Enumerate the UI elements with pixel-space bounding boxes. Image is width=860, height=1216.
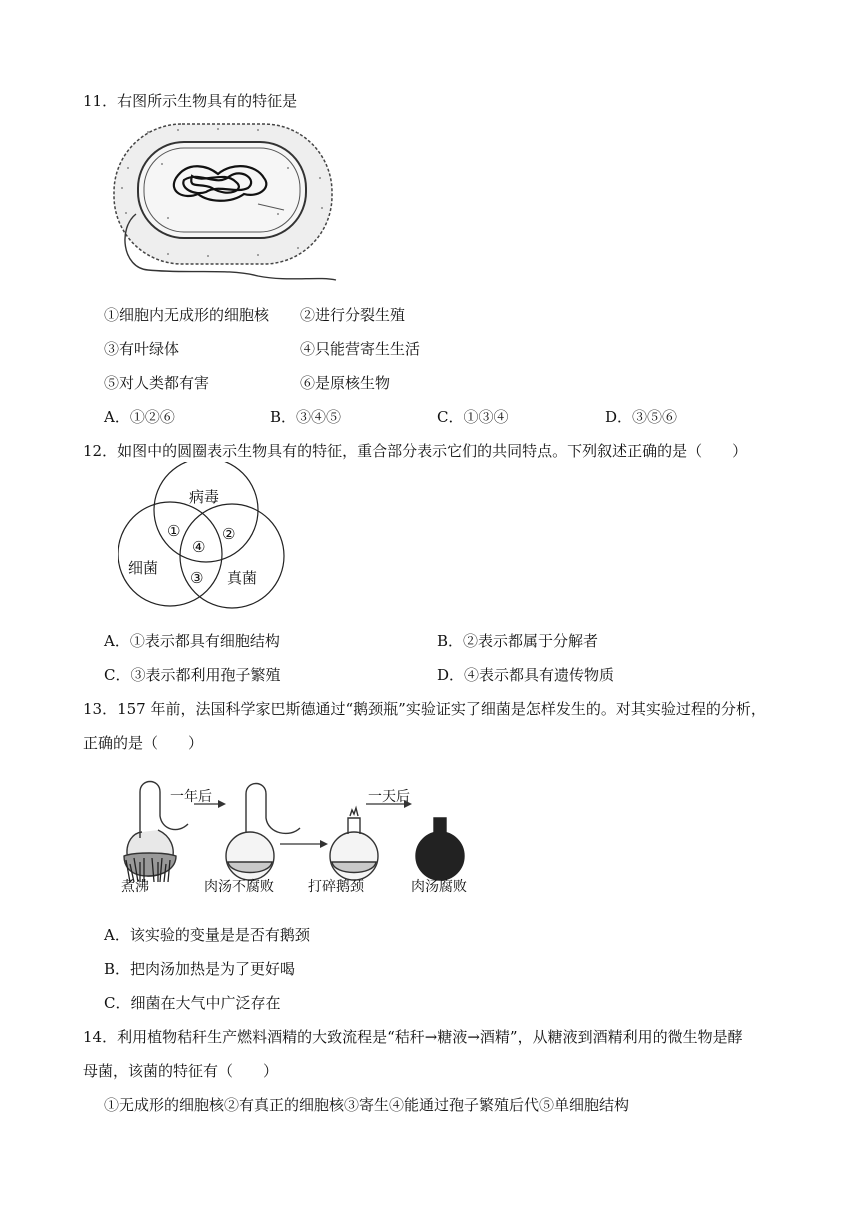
q13-option-c: C．细菌在大气中广泛存在 [104,994,281,1012]
venn-region-3: ③ [190,569,204,587]
q11-item-3: ③有叶绿体 [104,340,180,358]
q14-items: ①无成形的细胞核②有真正的细胞核③寄生④能通过孢子繁殖后代⑤单细胞结构 [104,1096,630,1114]
venn-label-virus: 病毒 [189,488,220,506]
q13-label-break-neck: 打碎鹅颈 [308,879,364,895]
q12-option-b: B．②表示都属于分解者 [437,632,599,650]
bacterium-figure [108,118,338,288]
q14-stem-line1: 14．利用植物秸秆生产燃料酒精的大致流程是“秸秆→糖液→酒精”，从糖液到酒精利用的微生物是酵 [83,1028,743,1046]
q11-item-2: ②进行分裂生殖 [300,306,406,324]
venn-region-4: ④ [192,538,206,556]
q13-option-a: A．该实验的变量是是否有鹅颈 [104,926,310,944]
venn-diagram [118,462,318,612]
q14-stem-line2: 母菌，该菌的特征有（ ） [83,1062,279,1080]
q12-stem: 12．如图中的圆圈表示生物具有的特征，重合部分表示它们的共同特点。下列叙述正确的是（ ） [83,442,748,460]
q13-label-not-spoiled: 肉汤不腐败 [204,879,274,895]
q13-arrow1-label: 一年后 [170,789,212,805]
q11-option-a: A．①②⑥ [104,408,175,426]
venn-label-fungi: 真菌 [227,569,258,587]
q11-item-5: ⑤对人类都有害 [104,374,210,392]
q13-stem-line2: 正确的是（ ） [83,734,204,752]
q13-stem-line1: 13．157 年前，法国科学家巴斯德通过“鹅颈瓶”实验证实了细菌是怎样发生的。对其实验过程的分析， [83,700,766,718]
q13-label-boil: 煮沸 [121,879,149,895]
q12-option-d: D．④表示都具有遗传物质 [437,666,615,684]
q11-item-1: ①细胞内无成形的细胞核 [104,306,270,324]
q12-option-c: C．③表示都利用孢子繁殖 [104,666,281,684]
venn-region-1: ① [167,522,181,540]
q11-option-c: C．①③④ [437,408,509,426]
q13-label-spoiled: 肉汤腐败 [411,879,467,895]
q11-option-d: D．③⑤⑥ [605,408,678,426]
q13-option-b: B．把肉汤加热是为了更好喝 [104,960,296,978]
q11-stem: 11．右图所示生物具有的特征是 [83,92,298,110]
q11-item-6: ⑥是原核生物 [300,374,391,392]
q12-option-a: A．①表示都具有细胞结构 [104,632,280,650]
venn-region-2: ② [222,525,236,543]
venn-label-bacteria: 细菌 [128,559,159,577]
q11-option-b: B．③④⑤ [270,408,342,426]
q11-item-4: ④只能营寄生生活 [300,340,421,358]
q13-arrow2-label: 一天后 [368,789,410,805]
